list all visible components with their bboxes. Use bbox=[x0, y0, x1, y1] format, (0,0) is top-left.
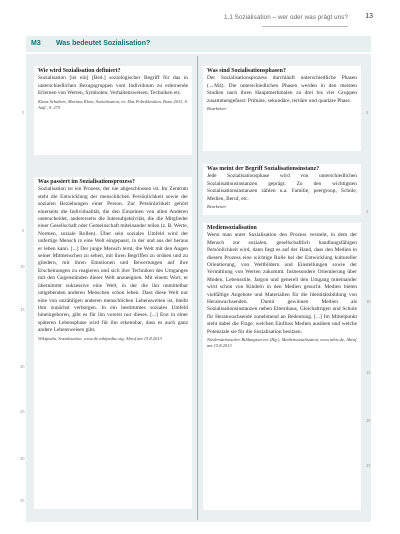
line-number: 20 bbox=[20, 364, 25, 369]
header-title: 1.1 Sozialisation – wer oder was prägt uns? bbox=[224, 14, 348, 21]
line-number: 35 bbox=[20, 498, 25, 503]
line-number: 20 bbox=[366, 418, 371, 423]
media-heading: Mediensozialisation bbox=[207, 225, 257, 231]
process-box bbox=[34, 177, 192, 509]
page-header bbox=[0, 0, 400, 30]
line-number: 25 bbox=[20, 409, 25, 414]
media-box bbox=[203, 223, 361, 510]
definition-body: Sozialisation [ist ein] [Bed.] soziologischer Begriff für das in unterschiedlichen Bezugsgruppen vom Individuum zu erlernende Erlernen von Werten, Symbolen, Verhaltensweisen, Techniken etc. bbox=[38, 75, 188, 97]
line-number: 5 bbox=[22, 228, 25, 233]
line-number: 10 bbox=[366, 299, 371, 304]
phases-body: Der Sozialisationsprozess durchläuft unterschiedliche Phasen (→M4). Die unterschiedlichen Phasen werden in den meisten Studien nach ihren Hauptmerkmalen zu drei bis vier Gruppen zusammengefasst: Primäre, sekundäre, tertiäre und quartäre Phase. bbox=[207, 75, 357, 104]
instances-body: Jede Sozialisationsphase wird von unterschiedlichen Sozialisationsinstanzen geprägt. Zu den wichtigsten Sozialisationsinstanzen zählen u.a. Familie, peergroup, Schule, Medien, Beruf, etc. bbox=[207, 173, 357, 202]
line-number: 5 bbox=[366, 110, 369, 115]
definition-box bbox=[34, 66, 192, 155]
line-number: 25 bbox=[366, 463, 371, 468]
process-body: Sozialisation ist ein Prozess, der nie abgeschlossen ist. Im Zentrum steht die Entwicklung der menschlichen Persönlichkeit sowie der sozialen Beziehungen einer Person. Zur Persönlichkeit gehört einerseits die Individualität, die den Einzelnen von allen Anderen unterscheidet, andererseits die Intersubjektivität, die die Mitglieder einer Gesellschaft oder Gemeinschaft miteinander teilen (z. B. Werte, Normen, soziale Rollen). Über sein soziales Umfeld wird der unfertige Mensch in eine Welt eingepasst, in der und aus der heraus er leben kann. [...] Der junge Mensch lernt, die Welt mit den Augen seiner Mitmenschen zu sehen, mit ihren Begriffen zu ordnen und zu gliedern, mit ihren Emotionen und Bewertungen auf ihre Erscheinungen zu reagieren und sich ihre Techniken des Umganges mit den Gegenständen dieser Welt anzueignen. Mit einem Wort, er übernimmt sukzessive eine Welt, in der die ihn unmittelbar umgebenden anderen Menschen schon leben. Dass diese Welt nur eine von unzähligen anderen menschlichen Lebenswelten ist, bleibt ihm zunächst verborgen. In ein bestimmtes soziales Umfeld hineingeboren, gibt es für ihn vorerst nur dieses. [...] Erst in einer späteren Lebensphase wird für ihn erkennbar, dass es auch ganz andere Lebensweisen gibt. bbox=[38, 186, 188, 334]
definition-heading: Wie wird Sozialisation definiert? bbox=[38, 68, 121, 74]
line-number: 10 bbox=[20, 264, 25, 269]
line-number: 5 bbox=[22, 110, 25, 115]
section-label: M3 bbox=[31, 40, 41, 47]
definition-source: Klaus Schubert, Martina Klein, Sozialisation, in: Das Politiklexikon, Bonn 2011, S. Aufl., S. 275 bbox=[38, 98, 188, 110]
header-rule bbox=[262, 26, 348, 27]
line-number: 15 bbox=[366, 370, 371, 375]
media-source: Niedersächsischer Bildungsserver (Hg.), Mediensozialisation, www.nibis.de, Abruf am 15.8.2013 bbox=[207, 337, 357, 349]
section-title: Was bedeutet Sozialisation? bbox=[56, 40, 151, 47]
instances-heading: Was meint der Begriff Sozialisationsinstanz? bbox=[207, 166, 320, 172]
process-heading: Was passiert im Sozialisationsprozess? bbox=[38, 179, 135, 185]
phases-box bbox=[203, 66, 361, 151]
instances-source: Bearbeiter bbox=[207, 204, 227, 210]
line-number: 15 bbox=[20, 307, 25, 312]
phases-source: Bearbeiter bbox=[207, 106, 227, 112]
line-number: 5 bbox=[366, 209, 369, 214]
line-number: 30 bbox=[20, 456, 25, 461]
page-number: 13 bbox=[365, 13, 373, 20]
instances-box bbox=[203, 164, 361, 215]
column-divider bbox=[197, 56, 198, 520]
media-body: Wenn man unter Sozialisation den Prozess versteht, in dem der Mensch zur sozialen, gesellschaftlich handlungsfähigen Persönlichkeit wird, dann liegt es auf der Hand, dass den Medien in diesem Prozess eine wichtige Rolle bei der Entwicklung kultureller Orientierung, von Weltbildern und Einstellungen sowie der Vermittlung von Werten zukommt. Insbesondere Orientierung über Moden, Lebensstile, Jargon und generell den Umgang miteinander wird schon von Kindern in den Medien gesucht. Medien bieten vielfältige Angebote und Materialien für die Identitätsbildung von Heranwachsenden. Damit gewinnen Medien als Sozialisationsinstanzen neben Elternhaus, Gleichaltrigen und Schule für Heranwachsende zunehmend an Bedeutung. [...] Im Mittelpunkt steht dabei die Frage, welchen Einfluss Medien ausüben und welche Potenziale sie für die Sozialisation besitzen. bbox=[207, 232, 357, 335]
phases-heading: Was sind Sozialisationsphasen? bbox=[207, 68, 286, 74]
section-heading-bar bbox=[26, 36, 371, 52]
process-source: Wikipedia, Sozialisation, www.de.wikipedia.org, Abruf am 15.8.2013 bbox=[38, 335, 162, 341]
